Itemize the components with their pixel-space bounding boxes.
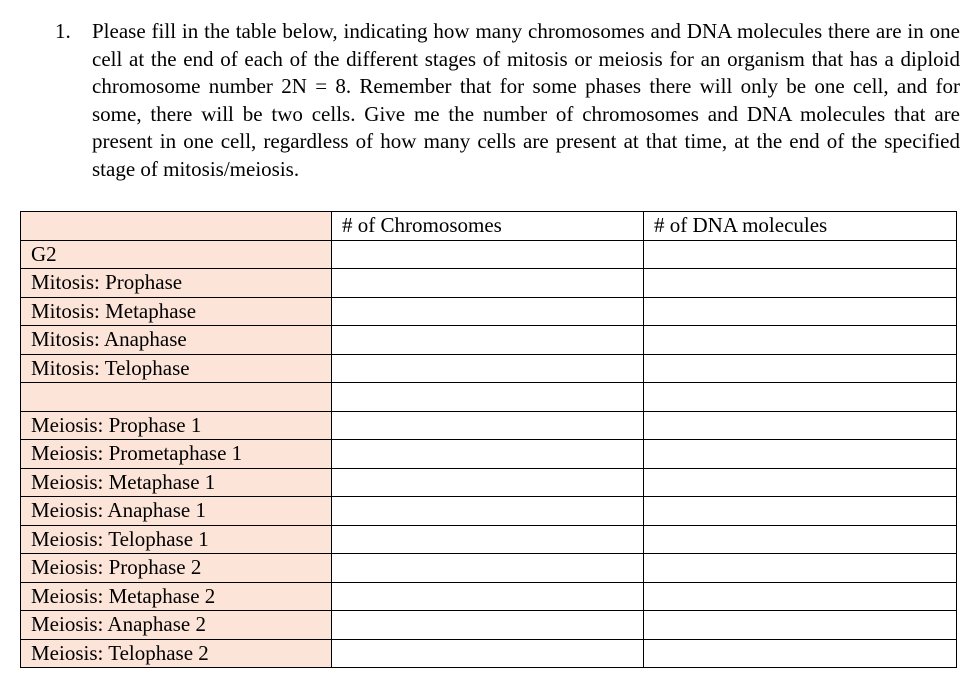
chromosome-count-cell[interactable]	[332, 411, 644, 440]
header-dna-molecules: # of DNA molecules	[644, 212, 957, 241]
dna-count-cell[interactable]	[644, 611, 957, 640]
table-row	[21, 582, 957, 611]
table-row	[21, 611, 957, 640]
header-chromosomes: # of Chromosomes	[332, 212, 644, 241]
table-row	[21, 468, 957, 497]
chromosome-count-cell[interactable]	[332, 326, 644, 355]
chromosome-count-cell[interactable]	[332, 554, 644, 583]
chromosome-count-cell[interactable]	[332, 468, 644, 497]
table-row	[21, 525, 957, 554]
dna-count-cell[interactable]	[644, 525, 957, 554]
table-row	[21, 554, 957, 583]
dna-count-cell[interactable]	[644, 440, 957, 469]
stage-label-cell: Meiosis: Anaphase 2	[21, 611, 332, 640]
table-row	[21, 497, 957, 526]
stage-table	[20, 211, 957, 668]
chromosome-count-cell[interactable]	[332, 525, 644, 554]
stage-label-cell: Meiosis: Anaphase 1	[21, 497, 332, 526]
table-row	[21, 240, 957, 269]
table-row	[21, 297, 957, 326]
chromosome-count-cell[interactable]	[332, 497, 644, 526]
chromosome-count-cell[interactable]	[332, 269, 644, 298]
stage-label-cell: Meiosis: Telophase 2	[21, 639, 332, 668]
stage-label-cell: Meiosis: Telophase 1	[21, 525, 332, 554]
dna-count-cell[interactable]	[644, 554, 957, 583]
dna-count-cell[interactable]	[644, 240, 957, 269]
header-row	[21, 212, 957, 241]
stage-label-cell: Meiosis: Metaphase 1	[21, 468, 332, 497]
header-stage-cell	[21, 212, 332, 241]
table-row	[21, 411, 957, 440]
stage-label-cell: Meiosis: Prometaphase 1	[21, 440, 332, 469]
table-row	[21, 639, 957, 668]
dna-count-cell[interactable]	[644, 383, 957, 412]
dna-count-cell[interactable]	[644, 354, 957, 383]
stage-label-cell: Meiosis: Prophase 1	[21, 411, 332, 440]
dna-count-cell[interactable]	[644, 297, 957, 326]
chromosome-count-cell[interactable]	[332, 297, 644, 326]
dna-count-cell[interactable]	[644, 269, 957, 298]
stage-label-cell: Mitosis: Prophase	[21, 269, 332, 298]
question-block	[55, 18, 960, 183]
table-row	[21, 269, 957, 298]
chromosome-count-cell[interactable]	[332, 582, 644, 611]
dna-count-cell[interactable]	[644, 411, 957, 440]
chromosome-count-cell[interactable]	[332, 611, 644, 640]
chromosome-count-cell[interactable]	[332, 440, 644, 469]
table-body	[21, 240, 957, 668]
table-row	[21, 354, 957, 383]
dna-count-cell[interactable]	[644, 639, 957, 668]
dna-count-cell[interactable]	[644, 582, 957, 611]
stage-label-cell: Mitosis: Anaphase	[21, 326, 332, 355]
stage-label-cell	[21, 383, 332, 412]
stage-label-cell: Mitosis: Telophase	[21, 354, 332, 383]
dna-count-cell[interactable]	[644, 497, 957, 526]
question-number: 1.	[55, 19, 71, 43]
stage-label-cell: Mitosis: Metaphase	[21, 297, 332, 326]
chromosome-count-cell[interactable]	[332, 639, 644, 668]
dna-count-cell[interactable]	[644, 468, 957, 497]
table-row	[21, 326, 957, 355]
chromosome-count-cell[interactable]	[332, 383, 644, 412]
stage-label-cell: Meiosis: Metaphase 2	[21, 582, 332, 611]
chromosome-count-cell[interactable]	[332, 354, 644, 383]
chromosome-count-cell[interactable]	[332, 240, 644, 269]
table-row	[21, 383, 957, 412]
table-row	[21, 440, 957, 469]
stage-label-cell: Meiosis: Prophase 2	[21, 554, 332, 583]
dna-count-cell[interactable]	[644, 326, 957, 355]
question-text: Please fill in the table below, indicating how many chromosomes and DNA molecules there are in one cell at the end of each of the different stages of mitosis or meiosis for an organism that has a diploid chromosome number 2N = 8. Remember that for some phases there will only be one cell, and for some, there will be two cells. Give me the number of chromosomes and DNA molecules that are present in one cell, regardless of how many cells are present at that time, at the end of the specified stage of mitosis/meiosis.	[92, 19, 960, 181]
stage-label-cell: G2	[21, 240, 332, 269]
